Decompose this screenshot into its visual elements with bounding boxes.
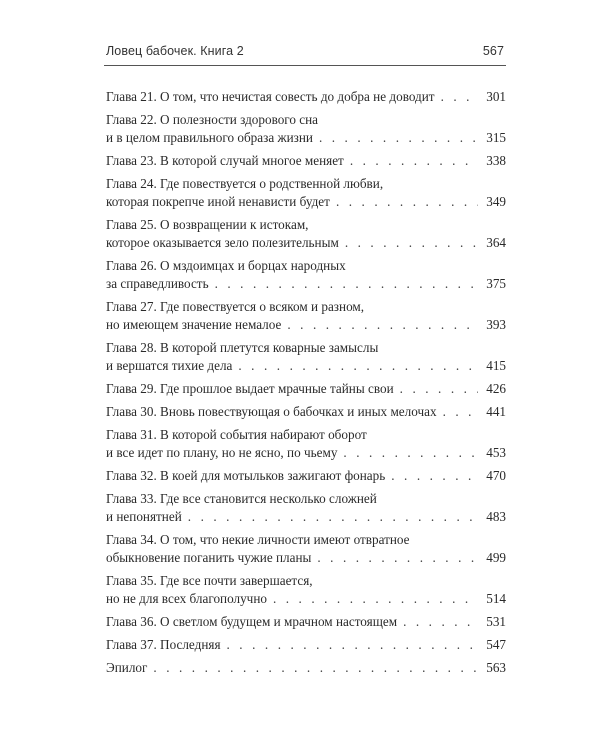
toc-entry-title: обыкновение поганить чужие планы (106, 550, 312, 565)
dot-leader (238, 357, 478, 375)
toc-entry-title: и вершатся тихие дела (106, 358, 233, 373)
toc-entry-line (106, 216, 506, 234)
toc-entry-title: Глава 29. Где прошлое выдает мрачные тайны свои (106, 381, 394, 396)
toc-entry (106, 298, 506, 334)
dot-leader (153, 659, 478, 677)
toc-entry-line (106, 508, 506, 526)
toc-entry-title: Глава 31. В которой события набирают оборот (106, 427, 367, 442)
dot-leader (319, 129, 478, 147)
toc-entry-page: 547 (486, 637, 506, 652)
toc-entry-title: Глава 34. О том, что некие личности имеют отвратное (106, 532, 410, 547)
toc-entry-line (106, 444, 506, 462)
toc-entry (106, 339, 506, 375)
toc-entry (106, 175, 506, 211)
dot-leader (273, 590, 478, 608)
toc-entry-line (106, 298, 506, 316)
toc-entry-line (106, 129, 506, 147)
toc-entry-line (106, 531, 506, 549)
dot-leader (391, 467, 478, 485)
toc-entry-line (106, 257, 506, 275)
toc-entry-line (106, 88, 506, 106)
toc-entry-page: 531 (486, 614, 506, 629)
toc-entry-title: Глава 21. О том, что нечистая совесть до добра не доводит (106, 89, 435, 104)
toc-entry (106, 216, 506, 252)
toc-entry-title: и все идет по плану, но не ясно, по чьему (106, 445, 338, 460)
dot-leader (403, 613, 478, 631)
toc-entry-line (106, 234, 506, 252)
toc-entry-page: 499 (486, 550, 506, 565)
toc-entry-title: которое оказывается зело полезительным (106, 235, 339, 250)
dot-leader (350, 152, 478, 170)
toc-entry-title: Глава 27. Где повествуется о всяком и разном, (106, 299, 365, 314)
toc-entry-title: Глава 22. О полезности здорового сна (106, 112, 319, 127)
toc-entry-line (106, 316, 506, 334)
toc-entry-title: Глава 30. Вновь повествующая о бабочках и иных мелочах (106, 404, 437, 419)
toc-entry-title: но не для всех благополучно (106, 591, 267, 606)
dot-leader (215, 275, 478, 293)
dot-leader (441, 88, 478, 106)
toc-entry-page: 441 (486, 404, 506, 419)
toc-entry-page: 470 (486, 468, 506, 483)
toc-entry-line (106, 111, 506, 129)
toc-entry (106, 257, 506, 293)
dot-leader (317, 549, 478, 567)
dot-leader (287, 316, 478, 334)
dot-leader (188, 508, 478, 526)
toc-entry-title: Глава 26. О мздоимцах и борцах народных (106, 258, 346, 273)
table-of-contents (106, 88, 506, 682)
book-title: Ловец бабочек. Книга 2 (106, 44, 244, 58)
toc-entry-page: 453 (486, 445, 506, 460)
toc-entry (106, 490, 506, 526)
toc-entry-page: 393 (486, 317, 506, 332)
toc-entry (106, 659, 506, 677)
toc-entry-line (106, 490, 506, 508)
toc-entry-page: 349 (486, 194, 506, 209)
toc-entry-line (106, 193, 506, 211)
toc-entry-line (106, 590, 506, 608)
toc-entry (106, 403, 506, 421)
toc-entry-title: Глава 36. О светлом будущем и мрачном настоящем (106, 614, 398, 629)
toc-entry-title: Глава 23. В которой случай многое меняет (106, 153, 344, 168)
toc-entry-title: Глава 25. О возвращении к истокам, (106, 217, 309, 232)
toc-entry-title: Эпилог (106, 660, 148, 675)
toc-entry-title: Глава 35. Где все почти завершается, (106, 573, 313, 588)
toc-entry-line (106, 380, 506, 398)
toc-entry-line (106, 467, 506, 485)
toc-entry-line (106, 636, 506, 654)
toc-entry-line (106, 659, 506, 677)
dot-leader (400, 380, 478, 398)
toc-entry-page: 364 (486, 235, 506, 250)
dot-leader (336, 193, 478, 211)
toc-entry (106, 380, 506, 398)
page-number: 567 (482, 44, 504, 58)
toc-entry-page: 563 (486, 660, 506, 675)
toc-entry (106, 426, 506, 462)
toc-entry-page: 375 (486, 276, 506, 291)
running-header (106, 44, 504, 62)
dot-leader (443, 403, 478, 421)
toc-entry-line (106, 426, 506, 444)
toc-entry-page: 514 (486, 591, 506, 606)
dot-leader (343, 444, 478, 462)
dot-leader (227, 636, 478, 654)
header-rule (104, 65, 506, 66)
toc-entry (106, 152, 506, 170)
toc-entry-title: Глава 28. В которой плетутся коварные замыслы (106, 340, 379, 355)
toc-entry-title: Глава 24. Где повествуется о родственной любви, (106, 176, 384, 191)
toc-entry-page: 483 (486, 509, 506, 524)
toc-entry-page: 315 (486, 130, 506, 145)
toc-entry (106, 467, 506, 485)
toc-entry-line (106, 357, 506, 375)
toc-entry-page: 426 (486, 381, 506, 396)
toc-entry-line (106, 275, 506, 293)
toc-entry-line (106, 549, 506, 567)
toc-entry-title: Глава 37. Последняя (106, 637, 221, 652)
toc-entry-page: 338 (486, 153, 506, 168)
toc-entry (106, 572, 506, 608)
toc-entry (106, 636, 506, 654)
toc-entry-line (106, 403, 506, 421)
dot-leader (345, 234, 478, 252)
toc-entry-page: 415 (486, 358, 506, 373)
toc-entry (106, 613, 506, 631)
toc-entry (106, 531, 506, 567)
toc-entry-title: но имеющем значение немалое (106, 317, 282, 332)
toc-entry-title: Глава 32. В коей для мотыльков зажигают фонарь (106, 468, 386, 483)
toc-entry-title: Глава 33. Где все становится несколько сложней (106, 491, 377, 506)
toc-entry-line (106, 613, 506, 631)
toc-entry (106, 111, 506, 147)
toc-entry-page: 301 (486, 89, 506, 104)
toc-entry-title: и непонятней (106, 509, 182, 524)
toc-entry-line (106, 152, 506, 170)
toc-entry-title: за справедливость (106, 276, 209, 291)
toc-entry-title: которая покрепче иной ненависти будет (106, 194, 330, 209)
toc-entry-line (106, 572, 506, 590)
toc-entry-line (106, 175, 506, 193)
toc-entry-title: и в целом правильного образа жизни (106, 130, 313, 145)
toc-entry-line (106, 339, 506, 357)
toc-entry (106, 88, 506, 106)
